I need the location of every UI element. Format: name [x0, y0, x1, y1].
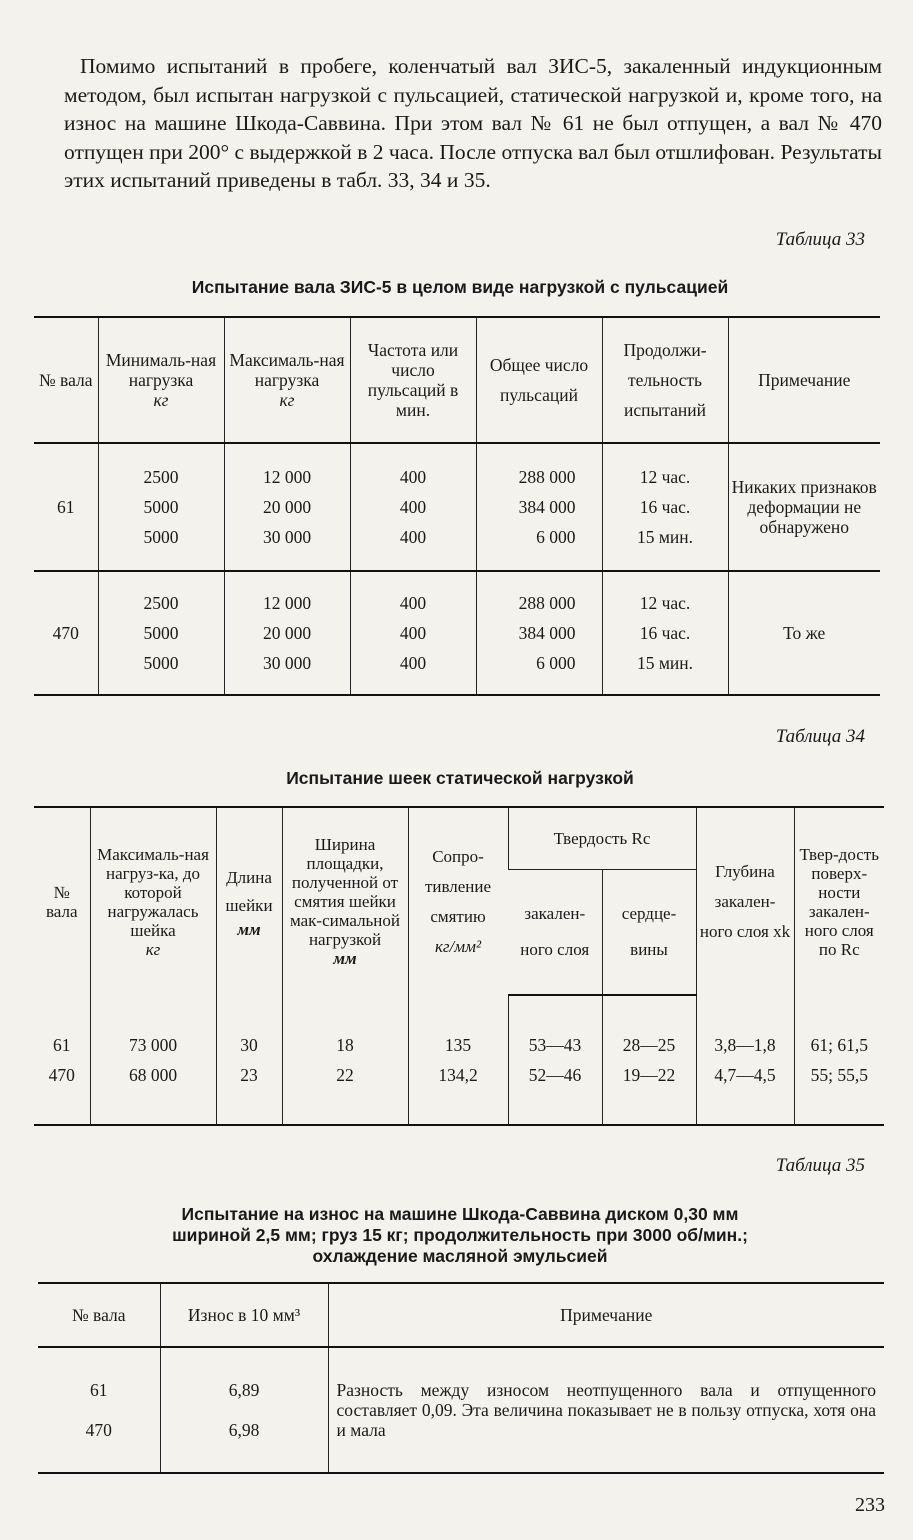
note-cell: Разность между износом неотпущенного вала и отпущенного составляет 0,09. Эта величина показывает не в пользу отпуска, хотя она и мала	[328, 1347, 884, 1473]
table-34-label: Таблица 34	[775, 726, 865, 747]
depth: 3,8—1,8	[696, 995, 794, 1055]
max-load-values: 12 000 20 000 30 000	[224, 571, 350, 695]
table-row	[34, 1055, 884, 1125]
hardness-core: 19—22	[602, 1055, 696, 1125]
intro-paragraph: Помимо испытаний в пробеге, коленчатый вал ЗИС-5, закаленный индукционным методом, был испытан нагрузкой с пульсацией, статической нагрузкой и, кроме того, на износ на машине Шкода-Саввина. При этом вал № 61 не был отпущен, а вал № 470 отпущен при 200° с выдержкой в 2 часа. После отпуска вал был отшлифован. Результаты этих испытаний приведены в табл. 33, 34 и 35.	[64, 54, 882, 192]
table-35-title	[34, 1204, 886, 1267]
total-values: 288 000 384 000 6 000	[476, 571, 602, 695]
row-num: 470	[34, 1055, 90, 1125]
row-num: 470	[34, 571, 98, 695]
header-width: Ширина площадки, полученной от смятия шейки мак-симальной нагрузкой мм	[282, 807, 408, 995]
table-34-title: Испытание шеек статической нагрузкой	[286, 768, 634, 788]
header-wear: Износ в 10 мм³	[160, 1283, 328, 1347]
header-hardness: Твердость Rc	[508, 807, 696, 869]
header-note: Примечание	[328, 1283, 884, 1347]
frequency-values: 400 400 400	[350, 443, 476, 571]
header-note: Примечание	[728, 317, 880, 443]
header-duration: Продолжи-тельность испытаний	[602, 317, 728, 443]
header-resistance: Сопро-тивление смятию кг/мм²	[408, 807, 508, 995]
max-load: 73 000	[90, 995, 216, 1055]
table-34	[34, 806, 884, 1126]
table-35-label: Таблица 35	[775, 1155, 865, 1176]
table-row	[38, 1347, 884, 1473]
row-nums: 61 470	[38, 1347, 160, 1473]
surface-hardness: 61; 61,5	[794, 995, 884, 1055]
header-depth: Глубина закален-ного слоя xk	[696, 807, 794, 995]
table-row	[34, 571, 880, 695]
duration-values: 12 час. 16 час. 15 мин.	[602, 443, 728, 571]
header-max-load: Максималь-ная нагрузка кг	[224, 317, 350, 443]
table-35-title-line1: Испытание на износ на машине Шкода-Саввина диском 0,30 мм	[181, 1204, 739, 1224]
total-values: 288 000 384 000 6 000	[476, 443, 602, 571]
resistance: 135	[408, 995, 508, 1055]
table-33-title: Испытание вала ЗИС-5 в целом виде нагрузкой с пульсацией	[191, 277, 729, 297]
header-surface-hardness: Твер-дость поверх-ности закален-ного слоя по Rc	[794, 807, 884, 995]
header-num: № вала	[34, 317, 98, 443]
row-num: 61	[57, 497, 75, 517]
header-min-load: Минималь-ная нагрузка кг	[98, 317, 224, 443]
table-35-title-line2: шириной 2,5 мм; груз 15 кг; продолжительность при 3000 об/мин.;	[172, 1225, 748, 1245]
hardness-layer: 53—43	[508, 995, 602, 1055]
header-max-load: Максималь-ная нагруз-ка, до которой нагружалась шейка кг	[90, 807, 216, 995]
table-35	[38, 1282, 884, 1474]
min-load-values: 2500 5000 5000	[98, 443, 224, 571]
header-length: Длина шейки мм	[216, 807, 282, 995]
surface-hardness: 55; 55,5	[794, 1055, 884, 1125]
header-hard-core: сердце-вины	[602, 869, 696, 995]
table-row	[34, 443, 880, 571]
table-33	[34, 316, 880, 696]
header-num: № вала	[38, 1283, 160, 1347]
page-number: 233	[855, 1494, 885, 1516]
hardness-layer: 52—46	[508, 1055, 602, 1125]
min-load-values: 2500 5000 5000	[98, 571, 224, 695]
header-num: № вала	[34, 807, 90, 995]
note-cell: Никаких признаков деформации не обнаружено	[728, 443, 880, 571]
row-num: 61	[53, 1035, 71, 1055]
table-33-label: Таблица 33	[775, 229, 865, 250]
wear-values: 6,89 6,98	[160, 1347, 328, 1473]
header-hard-layer: закален-ного слоя	[508, 869, 602, 995]
width: 22	[282, 1055, 408, 1125]
note-cell: То же	[728, 571, 880, 695]
length: 30	[216, 995, 282, 1055]
table-35-title-line3: охлаждение масляной эмульсией	[312, 1246, 608, 1266]
duration-values: 12 час. 16 час. 15 мин.	[602, 571, 728, 695]
header-frequency: Частота или число пульсаций в мин.	[350, 317, 476, 443]
hardness-core: 28—25	[602, 995, 696, 1055]
resistance: 134,2	[408, 1055, 508, 1125]
length: 23	[216, 1055, 282, 1125]
depth: 4,7—4,5	[696, 1055, 794, 1125]
width: 18	[282, 995, 408, 1055]
max-load-values: 12 000 20 000 30 000	[224, 443, 350, 571]
header-total-pulses: Общее число пульсаций	[476, 317, 602, 443]
max-load: 68 000	[90, 1055, 216, 1125]
frequency-values: 400 400 400	[350, 571, 476, 695]
table-row	[34, 995, 884, 1055]
